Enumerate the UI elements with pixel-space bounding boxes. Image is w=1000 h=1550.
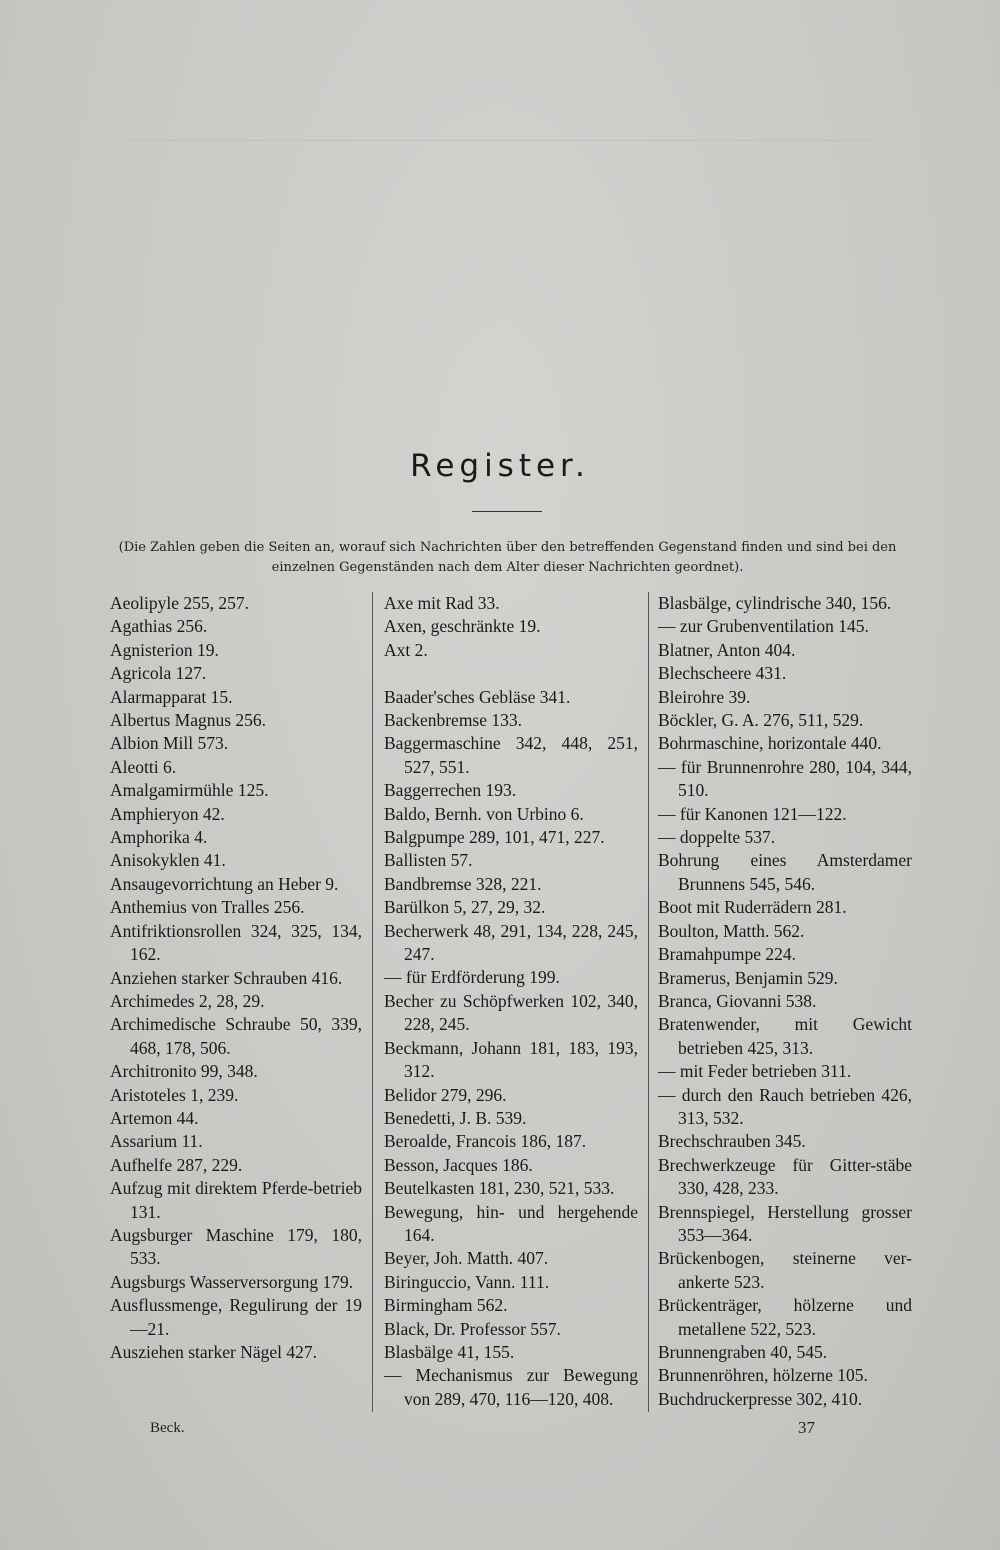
index-entry: — für Kanonen 121—122. xyxy=(658,803,847,824)
index-entry: Ballisten 57. xyxy=(384,850,473,871)
index-entry: Brückenbogen, steinerne ver-ankerte 523. xyxy=(658,1248,912,1292)
index-entry: — mit Feder betrieben 311. xyxy=(658,1061,852,1082)
index-entry: Aufhelfe 287, 229. xyxy=(110,1154,243,1175)
index-entry: Aufzug mit direktem Pferde-betrieb 131. xyxy=(110,1178,362,1222)
index-entry: Anisokyklen 41. xyxy=(110,850,226,871)
index-entry: Bratenwender, mit Gewicht betrieben 425, 313. xyxy=(658,1014,912,1058)
index-entry: Amphorika 4. xyxy=(110,827,208,848)
index-entry: Buchdruckerpresse 302, 410. xyxy=(658,1388,863,1409)
index-entry: Archimedes 2, 28, 29. xyxy=(110,990,265,1011)
index-entry: Agricola 127. xyxy=(110,663,207,684)
index-entry: — durch den Rauch betrieben 426, 313, 532. xyxy=(658,1084,912,1128)
index-entry: Baader'sches Gebläse 341. xyxy=(384,686,571,707)
index-entry: Beutelkasten 181, 230, 521, 533. xyxy=(384,1178,615,1199)
index-entry: Aristoteles 1, 239. xyxy=(110,1084,239,1105)
index-entry: Axt 2. xyxy=(384,639,428,660)
index-entry: Augsburger Maschine 179, 180, 533. xyxy=(110,1224,362,1269)
index-entry: Bohrmaschine, horizontale 440. xyxy=(658,733,882,754)
register-note: (Die Zahlen geben die Seiten an, worauf sich Nachrichten über den betreffenden Gegenstand finden und sind bei den einzelnen Gegenständen nach dem Alter dieser Nachrichten geordnet). xyxy=(118,540,897,575)
index-entry: Artemon 44. xyxy=(110,1107,199,1128)
index-entry: Barülkon 5, 27, 29, 32. xyxy=(384,897,546,918)
index-entry: Bohrung eines Amsterdamer Brunnens 545, 546. xyxy=(658,850,912,894)
index-entry: Aleotti 6. xyxy=(110,756,177,777)
index-entry: — doppelte 537. xyxy=(658,827,776,848)
register-column-3 xyxy=(658,592,912,1411)
index-entry: Blatner, Anton 404. xyxy=(658,639,796,660)
index-entry: Brunnengraben 40, 545. xyxy=(658,1342,828,1362)
index-entry: Bleirohre 39. xyxy=(658,686,751,707)
index-entry: Axen, geschränkte 19. xyxy=(384,616,541,637)
index-entry: Brückenträger, hölzerne und metallene 522, 523. xyxy=(658,1295,912,1339)
index-entry: Backenbremse 133. xyxy=(384,710,523,731)
index-entry: Baldo, Bernh. von Urbino 6. xyxy=(384,803,584,824)
index-entry: Agnisterion 19. xyxy=(110,639,219,660)
index-entry: Architronito 99, 348. xyxy=(110,1061,258,1082)
index-entry: Anthemius von Tralles 256. xyxy=(110,897,305,918)
index-entry: Bandbremse 328, 221. xyxy=(384,873,542,894)
index-entry: Albion Mill 573. xyxy=(110,733,229,754)
index-entry: Benedetti, J. B. 539. xyxy=(384,1107,527,1128)
index-entry: Blasbälge 41, 155. xyxy=(384,1341,515,1362)
index-entry: Boulton, Matth. 562. xyxy=(658,920,805,941)
index-entry: Beyer, Joh. Matth. 407. xyxy=(384,1248,549,1269)
index-entry: Ansaugevorrichtung an Heber 9. xyxy=(110,873,339,894)
index-entry: Boot mit Ruderrädern 281. xyxy=(658,897,847,918)
index-entry: Baggerrechen 193. xyxy=(384,780,517,801)
index-entry: Axe mit Rad 33. xyxy=(384,593,500,613)
index-entry: Branca, Giovanni 538. xyxy=(658,990,817,1011)
page-title: Register. xyxy=(410,448,590,484)
index-entry: Alarmapparat 15. xyxy=(110,686,233,707)
index-entry: Baggermaschine 342, 448, 251, 527, 551. xyxy=(384,733,638,777)
index-entry: Assarium 11. xyxy=(110,1131,203,1152)
index-entry: Brennspiegel, Herstellung grosser 353—364. xyxy=(658,1201,912,1245)
bleed-through-text xyxy=(130,140,870,470)
index-entry: Bewegung, hin- und hergehende 164. xyxy=(384,1201,638,1245)
index-entry: Birmingham 562. xyxy=(384,1295,508,1316)
index-entry: Aeolipyle 255, 257. xyxy=(110,593,250,613)
index-entry: Amalgamirmühle 125. xyxy=(110,780,269,801)
index-entry: Besson, Jacques 186. xyxy=(384,1154,533,1175)
index-entry: Ausflussmenge, Regulirung der 19—21. xyxy=(110,1295,362,1339)
index-entry: Augsburgs Wasserversorgung 179. xyxy=(110,1271,354,1292)
index-entry: — zur Grubenventilation 145. xyxy=(658,616,869,637)
register-column-1 xyxy=(110,592,362,1364)
register-column-2 xyxy=(384,592,638,1411)
index-entry: Böckler, G. A. 276, 511, 529. xyxy=(658,710,864,731)
index-entry: Blasbälge, cylindrische 340, 156. xyxy=(658,593,892,613)
index-entry: Brechwerkzeuge für Gitter-stäbe 330, 428, 233. xyxy=(658,1154,912,1199)
index-entry: — für Erdförderung 199. xyxy=(384,967,560,988)
index-entry: Beckmann, Johann 181, 183, 193, 312. xyxy=(384,1037,638,1082)
column-divider-1 xyxy=(372,592,373,1412)
index-entry: Beroalde, Francois 186, 187. xyxy=(384,1131,587,1152)
index-entry: Becher zu Schöpfwerken 102, 340, 228, 245. xyxy=(384,990,638,1035)
index-entry: Ausziehen starker Nägel 427. xyxy=(110,1342,318,1362)
page-number: 37 xyxy=(798,1418,815,1437)
index-entry: — für Brunnenrohre 280, 104, 344, 510. xyxy=(658,756,912,801)
signature-mark: Beck. xyxy=(150,1420,185,1436)
index-entry: Belidor 279, 296. xyxy=(384,1084,507,1105)
index-entry: Biringuccio, Vann. 111. xyxy=(384,1271,550,1292)
index-entry: Antifriktionsrollen 324, 325, 134, 162. xyxy=(110,920,362,965)
title-rule xyxy=(472,511,542,512)
index-entry: Bramerus, Benjamin 529. xyxy=(658,967,838,988)
index-entry: Balgpumpe 289, 101, 471, 227. xyxy=(384,827,605,848)
index-entry: Amphieryon 42. xyxy=(110,803,225,824)
index-entry: Black, Dr. Professor 557. xyxy=(384,1318,561,1339)
index-entry: Albertus Magnus 256. xyxy=(110,710,267,731)
index-entry: Brechschrauben 345. xyxy=(658,1131,806,1152)
index-entry: Brunnenröhren, hölzerne 105. xyxy=(658,1365,868,1386)
index-entry: Anziehen starker Schrauben 416. xyxy=(110,967,343,988)
index-entry: — Mechanismus zur Bewegung von 289, 470, 116—120, 408. xyxy=(384,1365,638,1409)
index-entry: Archimedische Schraube 50, 339, 468, 178, 506. xyxy=(110,1014,362,1058)
index-entry: Blechscheere 431. xyxy=(658,663,787,684)
index-entry: Becherwerk 48, 291, 134, 228, 245, 247. xyxy=(384,920,638,965)
column-divider-2 xyxy=(648,592,649,1412)
index-entry: Bramahpumpe 224. xyxy=(658,944,797,965)
index-entry: Agathias 256. xyxy=(110,616,208,637)
